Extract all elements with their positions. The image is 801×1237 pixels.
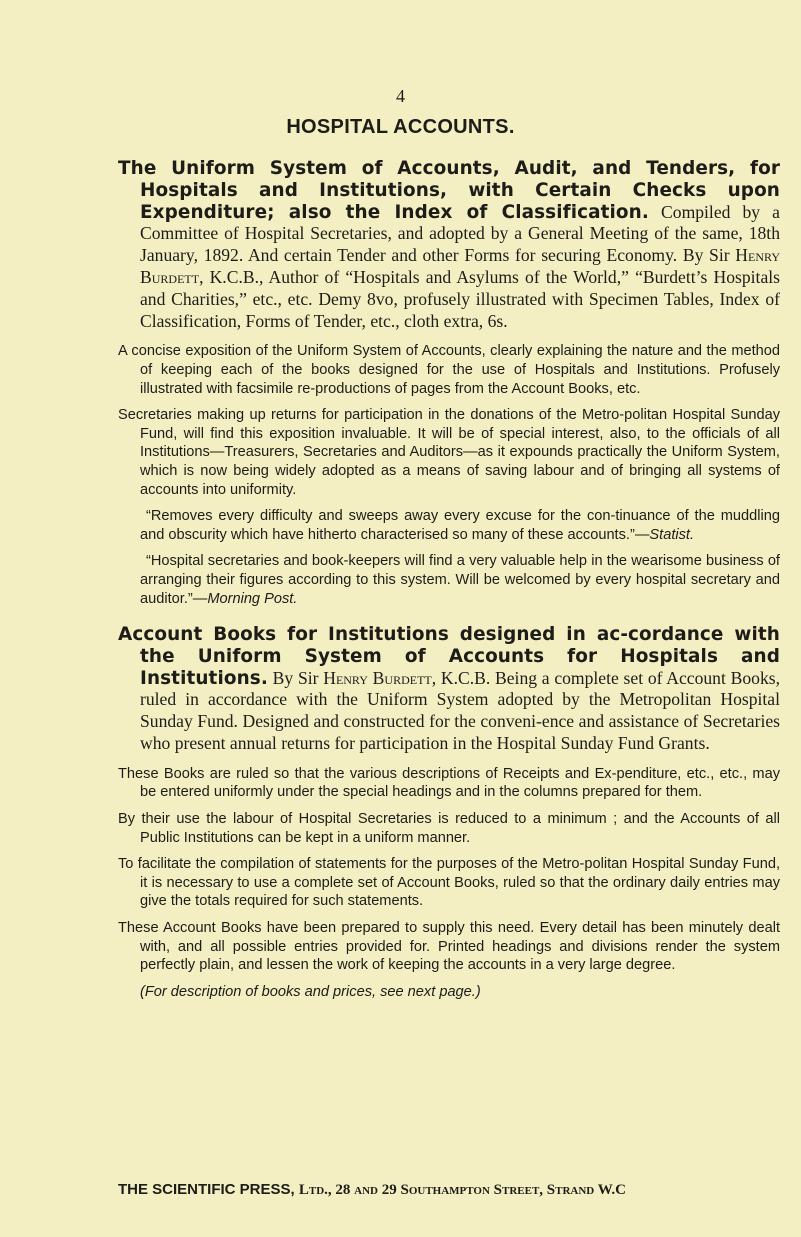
description-paragraph: To facilitate the compilation of statements for the purposes of the Metro-politan Hospital Sunday Fund, it is necessary to use a complete set of Account Books, ruled so that the ordinary daily entries may give the totals required for such statements.	[118, 856, 780, 910]
description-paragraph: These Account Books have been prepared to supply this need. Every detail has been minutely dealt with, and all possible entries provided for. Printed headings and divisions render the system perfectly plain, and lessen the work of keeping the accounts in a very large degree.	[118, 920, 780, 974]
entry-uniform-system	[118, 158, 780, 332]
press-quote	[118, 507, 780, 544]
entry-text: , K.C.B. Being a complete set of Account Books, ruled in accordance with the Uniform System adopted by the Metropolitan Hospital Sunday Fund. Designed and constructed for the conveni-ence and assistance of Secretaries who present annual returns for participation in the Hospital Sunday Fund Grants.	[140, 667, 780, 754]
press-quote	[118, 552, 780, 608]
description-paragraph: A concise exposition of the Uniform System of Accounts, clearly explaining the nature and the method of keeping each of the books designed for the use of Hospitals and Institutions. Profusely illustrated with facsimile re-productions of pages from the Account Books, etc.	[118, 343, 780, 397]
publisher-address: Ltd., 28 and 29 Southampton Street, Strand W.C	[298, 1182, 626, 1198]
publisher-imprint	[118, 1181, 780, 1199]
author-name: Henry Burdett	[140, 245, 780, 287]
see-next-page-note	[118, 983, 780, 1002]
page-number: 4	[396, 86, 405, 106]
quote-text: “Removes every difficulty and sweeps away every excuse for the con-tinuance of the muddling and obscurity which have hitherto characterised so many of these accounts.”—	[140, 508, 780, 543]
entry-text: , K.C.B., Author of “Hospitals and Asylums of the World,” “Burdett’s Hospitals and Charities,” etc., etc. Demy 8vo, profusely illustrated with Specimen Tables, Index of Classification, Forms of Tender, etc., cloth extra, 6s.	[140, 266, 780, 331]
description-paragraph: Secretaries making up returns for participation in the donations of the Metro-politan Hospital Sunday Fund, will find this exposition invaluable. It will be of special interest, also, to the officials of all Institutions—Treasurers, Secretaries and Auditors—as it expounds practically the Uniform System, which is now being widely adopted as a means of saving labour and of bringing all systems of accounts into uniformity.	[118, 407, 780, 498]
running-head: HOSPITAL ACCOUNTS.	[286, 116, 515, 138]
entry-account-books	[118, 624, 780, 755]
entry-title: Account Books for Institutions designed in ac-cordance with the Uniform System of Accounts for Hospitals and Institutions.	[118, 624, 780, 689]
quote-text: “Hospital secretaries and book-keepers will find a very valuable help in the wearisome business of arranging their figures according to this system. Will be welcomed by every hospital secretary and auditor.”—	[140, 553, 780, 607]
author-name: Henry Burdett	[323, 667, 432, 688]
description-paragraph: These Books are ruled so that the various descriptions of Receipts and Ex-penditure, etc., etc., may be entered uniformly under the special headings and in the columns prepared for them.	[118, 765, 780, 801]
entry-text: By Sir	[272, 667, 319, 688]
quote-source: Morning Post.	[207, 590, 298, 607]
note-text: (For description of books and prices, see next page.)	[140, 983, 481, 1000]
publisher-name: THE SCIENTIFIC PRESS,	[118, 1181, 299, 1198]
description-paragraph: By their use the labour of Hospital Secretaries is reduced to a minimum ; and the Accounts of all Public Institutions can be kept in a uniform manner.	[118, 811, 780, 846]
entry-title: The Uniform System of Accounts, Audit, and Tenders, for Hospitals and Institutions, with Certain Checks upon Expenditure; also the Index of Classification.	[118, 158, 780, 223]
entry-text: Compiled by a Committee of Hospital Secretaries, and adopted by a General Meeting of the same, 18th January, 1892. And certain Tender and other Forms for securing Economy. By Sir	[140, 201, 780, 266]
page-content	[118, 158, 780, 1001]
quote-source: Statist.	[649, 526, 695, 543]
